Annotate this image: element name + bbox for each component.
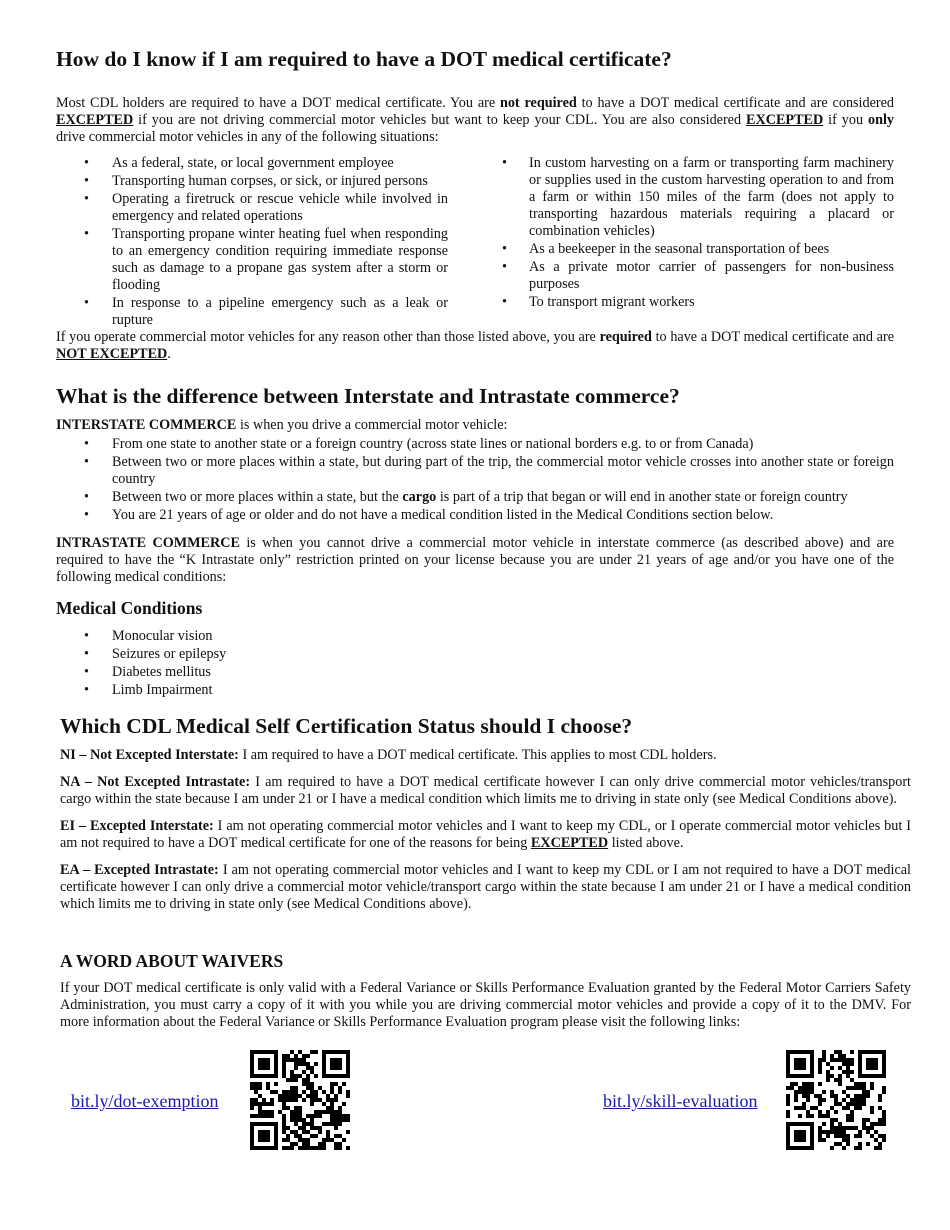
section-status-body: [60, 747, 911, 913]
list-item: • Monocular vision: [56, 628, 556, 645]
medical-conditions-list: [56, 628, 556, 699]
list-item: • Diabetes mellitus: [56, 664, 556, 681]
status-ei: EI – Excepted Interstate: I am not operating commercial motor vehicles and I want to keep my CDL, or I operate commercial motor vehicles but I am not required to have a DOT medical certificate for one of the reasons for being EXCEPTED listed above.: [60, 818, 911, 851]
section-title-commerce: What is the difference between Interstate and Intrastate commerce?: [56, 384, 680, 408]
medical-conditions-title: Medical Conditions: [56, 598, 203, 618]
list-item: • Seizures or epilepsy: [56, 646, 556, 663]
section-title-status: Which CDL Medical Self Certification Status should I choose?: [60, 714, 633, 738]
section-required-body: [56, 95, 894, 363]
exception-columns: [56, 155, 894, 329]
dot-exemption-link[interactable]: bit.ly/dot-exemption: [71, 1091, 219, 1111]
list-item: • Between two or more places within a state, but the cargo is part of a trip that began or will end in another state or foreign country: [56, 489, 894, 506]
list-item: • Operating a firetruck or rescue vehicle while involved in emergency and related operations: [56, 191, 448, 225]
closing-paragraph: If you operate commercial motor vehicles for any reason other than those listed above, you are required to have a DOT medical certificate and are NOT EXCEPTED.: [56, 329, 894, 362]
exception-list-right: [500, 155, 894, 329]
intro-paragraph: Most CDL holders are required to have a DOT medical certificate. You are not required to have a DOT medical certificate and are considered EXCEPTED if you are not driving commercial motor vehicles but want to keep your CDL. You are also considered EXCEPTED if you only drive commercial motor vehicles in any of the following situations:: [56, 95, 895, 145]
qr-code-skill-evaluation: [786, 1050, 886, 1150]
interstate-definition: INTERSTATE COMMERCE is when you drive a commercial motor vehicle:: [56, 417, 508, 433]
list-item: • You are 21 years of age or older and do not have a medical condition listed in the Medical Conditions section below.: [56, 507, 894, 524]
skill-evaluation-link[interactable]: bit.ly/skill-evaluation: [603, 1091, 758, 1111]
list-item: • In response to a pipeline emergency such as a leak or rupture: [56, 295, 448, 329]
list-item: • Limb Impairment: [56, 682, 556, 699]
list-item: • In custom harvesting on a farm or transporting farm machinery or supplies used in the custom harvesting operation to and from a farm or within 150 miles of the farm (does not apply to transporting hazardous materials requiring a placard or combination vehicles): [500, 155, 894, 240]
list-item: • Transporting propane winter heating fuel when responding to an emergency condition requiring immediate response such as damage to a propane gas system after a storm or flooding: [56, 226, 448, 294]
qr-code-dot-exemption: [250, 1050, 350, 1150]
list-item: • From one state to another state or a foreign country (across state lines or national borders e.g. to or from Canada): [56, 436, 894, 453]
waivers-paragraph: If your DOT medical certificate is only valid with a Federal Variance or Skills Performance Evaluation granted by the Federal Motor Carriers Safety Administration, you must carry a copy of it with you while you are driving commercial motor vehicles and provide a copy of it to the DMV. For more information about the Federal Variance or Skills Performance Evaluation program please visit the following links:: [60, 980, 911, 1030]
section-title-waivers: A WORD ABOUT WAIVERS: [60, 951, 284, 971]
status-na: NA – Not Excepted Intrastate: I am required to have a DOT medical certificate however I can only drive commercial motor vehicles/transport cargo within the state because I am under 21 or I have a medical condition which limits me to driving in state only (see Medical Conditions above).: [60, 774, 911, 807]
intrastate-definition: INTRASTATE COMMERCE is when you cannot drive a commercial motor vehicle in interstate commerce (as described above) and are required to have the “K Intrastate only” restriction printed on your license because you are under 21 years of age and/or you have one of the following medical conditions:: [56, 535, 894, 585]
list-item: • As a beekeeper in the seasonal transportation of bees: [500, 241, 894, 258]
interstate-list: [56, 436, 894, 524]
list-item: • As a federal, state, or local government employee: [56, 155, 448, 172]
list-item: • To transport migrant workers: [500, 294, 894, 311]
list-item: • Between two or more places within a state, but during part of the trip, the commercial motor vehicle crosses into another state or foreign country: [56, 454, 894, 488]
status-ni: NI – Not Excepted Interstate: I am required to have a DOT medical certificate. This applies to most CDL holders.: [60, 747, 717, 763]
exception-list-left: [56, 155, 448, 329]
list-item: • Transporting human corpses, or sick, or injured persons: [56, 173, 448, 190]
status-ea: EA – Excepted Intrastate: I am not operating commercial motor vehicles and I want to keep my CDL or I am not required to have a DOT medical certificate however I can only drive a commercial motor vehicle/transport cargo within the state because I am under 21 or I have a medical condition which limits me to driving in state only (see Medical Conditions above).: [60, 862, 911, 912]
section-commerce-body: [56, 417, 894, 586]
section-title-required: How do I know if I am required to have a DOT medical certificate?: [56, 47, 672, 71]
list-item: • As a private motor carrier of passengers for non-business purposes: [500, 259, 894, 293]
